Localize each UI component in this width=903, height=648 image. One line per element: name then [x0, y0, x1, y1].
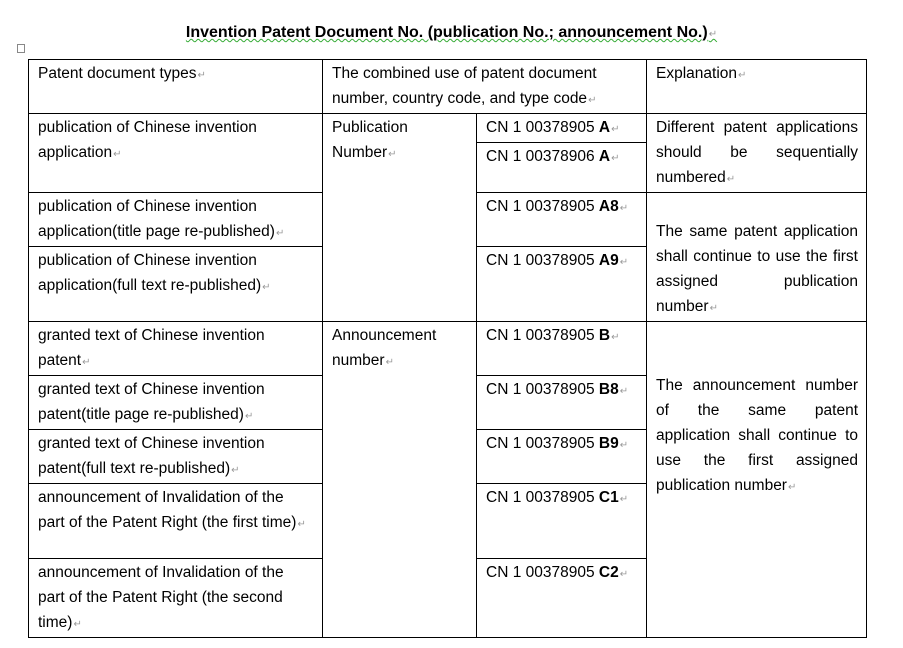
table-row — [29, 322, 867, 376]
rows-5-code-suffix: B8 ↵ — [599, 381, 628, 398]
code-cell — [477, 322, 647, 376]
group-publication — [323, 114, 477, 322]
code-cell — [477, 430, 647, 484]
rows-4-code-suffix: B ↵ — [599, 327, 620, 344]
type-cell — [29, 247, 323, 322]
title: Invention Patent Document No. (publication No.; announcement No.) ↵ — [186, 24, 717, 41]
explanations-different: Different patent applications should be sequentially numbered ↵ — [656, 119, 858, 186]
header-combined — [323, 60, 647, 114]
rows-4-code-prefix: CN 1 00378905 — [486, 327, 599, 344]
rows-1-code-prefix: CN 1 00378906 — [486, 148, 599, 165]
code-cell — [477, 559, 647, 638]
header-types — [29, 60, 323, 114]
rows-5-type: granted text of Chinese invention patent(title page re-published) ↵ — [38, 381, 265, 423]
code-cell — [477, 143, 647, 193]
table-row — [29, 114, 867, 143]
rows-2-code-suffix: A8 ↵ — [599, 198, 628, 215]
rows-1-code-suffix: A ↵ — [599, 148, 620, 165]
rows-8-type: announcement of Invalidation of the part of the Patent Right (the second time) ↵ — [38, 564, 284, 631]
patent-number-table — [28, 59, 867, 638]
type-cell — [29, 559, 323, 638]
code-cell — [477, 193, 647, 247]
rows-7-type: announcement of Invalidation of the part of the Patent Right (the first time) ↵ — [38, 489, 306, 531]
rows-3-code-suffix: A9 ↵ — [599, 252, 628, 269]
code-cell — [477, 247, 647, 322]
rows-8-code-prefix: CN 1 00378905 — [486, 564, 599, 581]
rows-5-code-prefix: CN 1 00378905 — [486, 381, 599, 398]
groups-publication: Publication Number ↵ — [332, 119, 408, 161]
rows-2-type: publication of Chinese invention application(title page re-published) ↵ — [38, 198, 284, 240]
explanations-same-publication: The same patent application shall continue to use the first assigned publication number ↵ — [656, 223, 858, 315]
code-cell — [477, 114, 647, 143]
group-announcement — [323, 322, 477, 638]
rows-8-code-suffix: C2 ↵ — [599, 564, 628, 581]
headers-types: Patent document types ↵ — [38, 65, 206, 82]
rows-0-type: publication of Chinese invention application ↵ — [38, 119, 257, 161]
rows-7-code-suffix: C1 ↵ — [599, 489, 628, 506]
rows-6-type: granted text of Chinese invention patent(full text re-published) ↵ — [38, 435, 265, 477]
rows-4-type: granted text of Chinese invention patent ↵ — [38, 327, 265, 369]
explanations-announcement: The announcement number of the same patent application shall continue to use the first assigned publication number ↵ — [656, 377, 858, 494]
rows-3-code-prefix: CN 1 00378905 — [486, 252, 599, 269]
document-title — [0, 24, 903, 42]
rows-2-code-prefix: CN 1 00378905 — [486, 198, 599, 215]
table-anchor-icon[interactable] — [17, 44, 25, 53]
explanation-different — [647, 114, 867, 193]
type-cell — [29, 484, 323, 559]
code-cell — [477, 484, 647, 559]
header-explanation — [647, 60, 867, 114]
rows-6-code-suffix: B9 ↵ — [599, 435, 628, 452]
code-cell — [477, 376, 647, 430]
rows-0-code-prefix: CN 1 00378905 — [486, 119, 599, 136]
type-cell — [29, 322, 323, 376]
type-cell — [29, 430, 323, 484]
rows-3-type: publication of Chinese invention application(full text re-published) ↵ — [38, 252, 271, 294]
explanation-announcement — [647, 322, 867, 638]
headers-combined: The combined use of patent document number, country code, and type code ↵ — [332, 65, 597, 107]
rows-6-code-prefix: CN 1 00378905 — [486, 435, 599, 452]
groups-announcement: Announcement number ↵ — [332, 327, 436, 369]
rows-7-code-prefix: CN 1 00378905 — [486, 489, 599, 506]
type-cell — [29, 376, 323, 430]
headers-explanation: Explanation ↵ — [656, 65, 746, 82]
explanation-same-publication — [647, 193, 867, 322]
rows-0-code-suffix: A ↵ — [599, 119, 620, 136]
table-header-row — [29, 60, 867, 114]
type-cell — [29, 193, 323, 247]
type-cell — [29, 114, 323, 193]
